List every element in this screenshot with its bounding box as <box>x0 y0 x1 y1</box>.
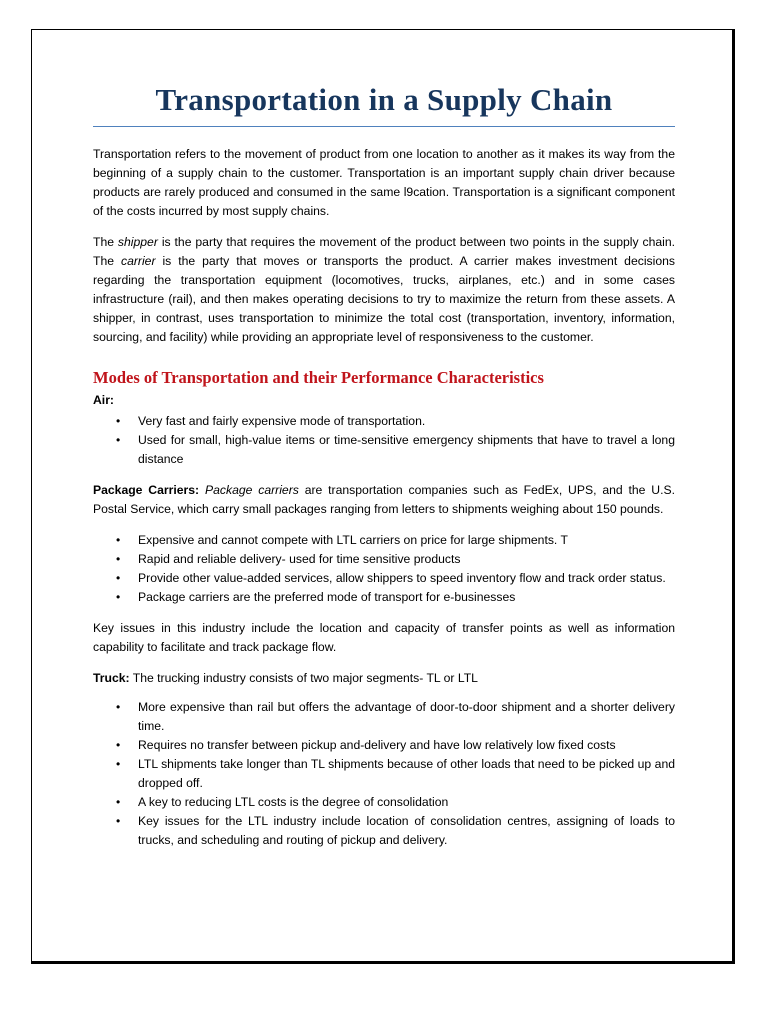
document-content <box>93 80 675 862</box>
package-carriers-term: Package carriers <box>204 483 299 497</box>
bullet-icon: • <box>116 590 121 604</box>
package-carriers-text: are transportation companies such as FedEx, UPS, and the U.S. Postal Service, which carry small packages ranging from letters to shipments weighing about 150 pounds. <box>93 483 675 516</box>
list-item: • Rapid and reliable delivery- used for time sensitive products <box>138 550 675 569</box>
list-item: • Expensive and cannot compete with LTL carriers on price for large shipments. T <box>138 531 675 550</box>
list-item: • LTL shipments take longer than TL shipments because of other loads that need to be picked up and dropped off. <box>116 757 675 790</box>
truck-label: Truck: <box>93 671 130 685</box>
package-carriers-paragraph <box>93 481 675 519</box>
title-underline <box>93 126 675 127</box>
list-item: • Provide other value-added services, allow shippers to speed inventory flow and track order status. <box>138 569 675 588</box>
truck-text: The trucking industry consists of two major segments- TL or LTL <box>129 671 478 685</box>
list-item: • Key issues for the LTL industry include location of consolidation centres, assigning of loads to trucks, and scheduling and routing of pickup and delivery. <box>116 814 675 847</box>
carrier-term: carrier <box>120 254 156 268</box>
list-item: • A key to reducing LTL costs is the degree of consolidation <box>138 793 675 812</box>
package-bullet-list <box>93 531 675 607</box>
shipper-term: shipper <box>117 235 158 249</box>
list-item: • Package carriers are the preferred mode of transport for e-businesses <box>138 588 675 607</box>
list-item: • Requires no transfer between pickup and-delivery and have low relatively low fixed costs <box>138 736 675 755</box>
list-item: • More expensive than rail but offers the advantage of door-to-door shipment and a shorter delivery time. <box>116 700 675 733</box>
shipper-paragraph-part3: is the party that moves or transports the product. A carrier makes investment decisions regarding the transportation equipment (locomotives, trucks, airplanes, etc.) and in some cases infrastructure (rail), and then makes operating decisions to try to maximize the return from these assets. A shipper, in contrast, uses transportation to minimize the total cost (transportation, inventory, information, sourcing, and facility) while providing an appropriate level of responsiveness to the customer. <box>93 254 675 344</box>
shipper-paragraph <box>93 233 675 347</box>
air-label: Air: <box>93 393 114 407</box>
shipper-paragraph-part2: is the party that requires the movement of the product between two points in the supply chain. The <box>93 235 675 268</box>
bullet-icon: • <box>116 433 121 447</box>
bullet-icon: • <box>116 700 121 714</box>
bullet-icon: • <box>116 738 121 752</box>
list-item: • Used for small, high-value items or time-sensitive emergency shipments that have to travel a long distance <box>116 433 675 466</box>
package-carriers-label: Package Carriers: <box>93 483 200 497</box>
bullet-icon: • <box>116 757 121 771</box>
truck-paragraph <box>93 669 675 688</box>
bullet-icon: • <box>116 814 121 828</box>
bullet-icon: • <box>116 552 121 566</box>
truck-bullet-list <box>93 698 675 850</box>
bullet-icon: • <box>116 795 121 809</box>
bullet-icon: • <box>116 414 121 428</box>
bullet-icon: • <box>116 533 121 547</box>
document-title: Transportation in a Supply Chain <box>155 82 613 117</box>
list-item: • Very fast and fairly expensive mode of transportation. <box>138 412 675 431</box>
shipper-paragraph-part1: The <box>93 235 118 249</box>
intro-paragraph: Transportation refers to the movement of product from one location to another as it makes its way from the beginning of a supply chain to the customer. Transportation is an important supply chain driver because products are rarely produced and consumed in the same l9cation. Transportation is a significant component of the costs incurred by most supply chains. <box>93 147 675 218</box>
modes-heading: Modes of Transportation and their Performance Characteristics <box>93 368 544 387</box>
bullet-icon: • <box>116 571 121 585</box>
key-issues-paragraph: Key issues in this industry include the location and capacity of transfer points as well as information capability to facilitate and track package flow. <box>93 621 675 654</box>
air-bullet-list <box>93 412 675 469</box>
